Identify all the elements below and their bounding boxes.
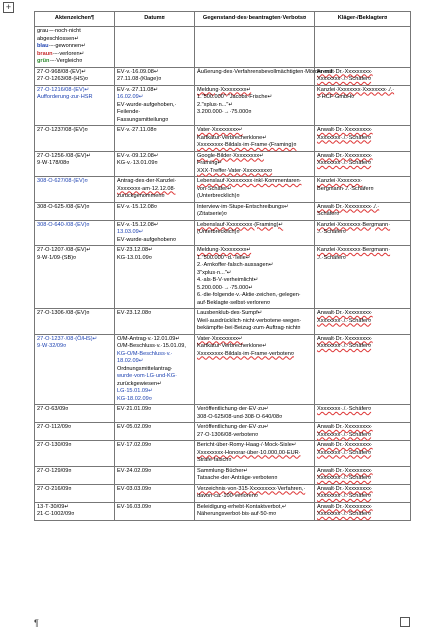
lawsuit-table — [34, 11, 411, 521]
table-header-row — [35, 12, 411, 27]
cell-klaeger-line: Anwalt·Dr.·Xxxxxxxxx· — [317, 424, 373, 430]
cell-gegenstand-line: Näherungsverbot·bis·auf·50·m¤ — [197, 511, 277, 517]
cell-klaeger — [315, 441, 411, 467]
cell-klaeger-line: Anwalt·Dr.·Xxxxxxxxx· — [317, 310, 373, 316]
cell-gegenstand-line: Meldung·Xxxxxxxxx↵ — [197, 247, 252, 253]
cell-klaeger — [315, 202, 411, 220]
cell-datum — [115, 441, 195, 467]
cell-gegenstand — [195, 126, 315, 152]
cell-aktenzeichen-line: 27·O·63/09¤ — [37, 406, 69, 412]
cell-datum-line: O/M-Antrag·v.·12.01.09↵ — [117, 335, 181, 342]
cell-datum-line: Fassungsmitteilung¤ — [117, 116, 169, 123]
cell-gegenstand-line: Verzeichnis·von·315·Xxxxxxxxx·Verfahren,· — [197, 485, 306, 492]
cell-gegenstand-line: Framing↵ — [197, 160, 223, 166]
cell-datum-line: EV·05.02.09¤ — [117, 424, 152, 430]
cell-gegenstand — [195, 441, 315, 467]
cell-gegenstand-line: Strafe·falsch¤ — [197, 457, 232, 463]
cell-klaeger — [315, 309, 411, 335]
cell-gegenstand-line: 308·O·625/08·und·308·O·640/08¤ — [197, 413, 283, 420]
cell-aktenzeichen-line: 27·O·112/09¤ — [37, 424, 72, 430]
cell-gegenstand — [195, 334, 315, 405]
cell-klaeger — [315, 405, 411, 423]
cell-klaeger-line: Xxxxxxxx·./.·Schäfer¤ — [317, 76, 372, 82]
table-row — [35, 85, 411, 126]
table-row — [35, 334, 411, 405]
cell-klaeger-line: Anwalt·Dr.·Xxxxxxxxx·./.· — [317, 203, 380, 210]
cell-klaeger — [315, 67, 411, 85]
cell-klaeger — [315, 466, 411, 484]
cell-klaeger-line: Schäfer¤ — [317, 211, 340, 217]
cell-datum — [115, 246, 195, 309]
cell-klaeger-line: Xxxxxxxx·./.·Schäfer¤ — [317, 160, 372, 166]
cell-klaeger-line: Xxxxxxxx·./.·Schäfer¤ — [317, 475, 372, 481]
cell-gegenstand — [195, 405, 315, 423]
cell-datum — [115, 220, 195, 246]
cell-klaeger-line: Xxxxxxxx·./.·Schäfer¤ — [317, 431, 372, 438]
cell-datum-line: KG·13.01.09¤ — [117, 254, 152, 261]
cell-klaeger-line: Kanzlei·Xxxxxxxx·Xxxxxxxx·./.· — [317, 86, 395, 93]
table-row — [35, 177, 411, 203]
cell-aktenzeichen-line: 9·W·1/09·(SB)¤ — [37, 254, 77, 261]
cell-datum-line: KG·v.·13.01.09¤ — [117, 160, 158, 166]
cell-klaeger-line: Xxxxxxxx·./.·Schäfer¤ — [317, 493, 372, 499]
cell-datum — [115, 126, 195, 152]
cell-aktenzeichen-line: 27·O·1237·/08·(Ö/HS)↵ — [37, 335, 98, 342]
cell-datum-line: EV·wurde·aufgehoben,· — [117, 101, 177, 108]
cell-gegenstand-line: Veröffentlichung·der·EV·zu↵ — [197, 424, 269, 430]
cell-datum-line: Ordnungsmittelantrag· — [117, 365, 173, 372]
legend-line: abgeschlossen↵ — [37, 35, 80, 42]
cell-datum-line: EV·v.·27.11.08¤ — [117, 127, 157, 133]
cell-gegenstand-line: Xxxxxxxxx·Bildals·im·Frame·(Framing)¤ — [197, 142, 297, 148]
cell-datum — [115, 423, 195, 441]
cell-klaeger-line: J·HCF·GmbH¤ — [317, 94, 355, 100]
cell-gegenstand-line: Xxxxxxxxx·Bildals·im·Frame·verboten¤ — [197, 350, 294, 357]
cell-aktenzeichen — [35, 202, 115, 220]
cell-datum-line: 16.02.09↵ — [117, 94, 144, 100]
cell-gegenstand-line: 2.·Arnkoffer·falsch·aussagen↵ — [197, 262, 274, 268]
cell-datum — [115, 67, 195, 85]
cell-datum-line: EV·24.02.09¤ — [117, 467, 152, 474]
cell-datum-line: zurückgewiesen↵ — [117, 380, 162, 387]
cell-datum — [115, 309, 195, 335]
cell-gegenstand-line: Weil·ausdrücklich·nicht·verbotene·wegen· — [197, 317, 302, 324]
cell-aktenzeichen — [35, 220, 115, 246]
cell-gegenstand-line: 5.200.000·→·75.000↵ — [197, 284, 254, 291]
cell-klaeger-line: Bergmann·./.·Schäfer¤ — [317, 185, 374, 192]
cell-aktenzeichen — [35, 67, 115, 85]
cell-datum — [115, 151, 195, 177]
cell-aktenzeichen — [35, 246, 115, 309]
cell-datum-line: O/M-Beschluss·v.·15.01.09, — [117, 343, 186, 349]
cell-klaeger — [315, 423, 411, 441]
cell-datum-line: 18.02.09↵ — [117, 358, 144, 364]
cell-gegenstand-line: 4.·als·B-V·verheimlicht↵ — [197, 277, 259, 283]
cell-gegenstand-line: Meldung·Xxxxxxxxx↵ — [197, 86, 252, 93]
cell-datum-line: EV·v.·15.12.08↵ — [117, 221, 159, 228]
cell-klaeger-line: Anwalt·Dr.·Xxxxxxxxx· — [317, 127, 373, 133]
paragraph-mark: ¶ — [34, 618, 39, 628]
cell-datum-line: EV·21.01.09¤ — [117, 406, 152, 412]
cell-gegenstand — [195, 85, 315, 126]
cell-gegenstand-line: 3"xplus·n..."↵ — [197, 269, 232, 276]
cell-aktenzeichen — [35, 502, 115, 520]
cell-klaeger-line: Anwalt·Dr.·Xxxxxxxxx· — [317, 335, 373, 342]
legend-line: grün·–·Vergleich¤ — [37, 58, 83, 64]
cell-datum-line: Antrag·des·der·Kanzlei· — [117, 178, 177, 184]
cell-datum-line: EV·v.·16.09.08↵ — [117, 68, 159, 75]
cell-gegenstand-line: 27·O·1306/08·verboten¤ — [197, 431, 259, 438]
cell-klaeger-line: Kanzlei·Xxxxxxxx·Bergmann· — [317, 247, 391, 253]
table-row — [35, 309, 411, 335]
cell-aktenzeichen — [35, 126, 115, 152]
cell-gegenstand-line: bekämpfte·bei·Beizug·zum·Auftrag·nicht¤ — [197, 325, 301, 331]
cell-klaeger-line: Anwalt·Dr.·Xxxxxxxxx· — [317, 503, 373, 510]
legend-row — [35, 27, 411, 68]
cell-klaeger-line: Xxxxxxxx·./.·Schäfer¤ — [317, 317, 372, 324]
cell-gegenstand-line: Lebenslauf·Xxxxxxxxx·(Framing)↵ — [197, 221, 284, 228]
table-row — [35, 441, 411, 467]
cell-klaeger-line: Kanzlei·Xxxxxxxx· — [317, 178, 363, 184]
cell-aktenzeichen — [35, 151, 115, 177]
cell-datum-line: EV·v.·27.11.08↵ — [117, 86, 159, 93]
cell-datum-line: KG·18.02.09¤ — [117, 395, 152, 402]
cell-klaeger — [315, 334, 411, 405]
cell-aktenzeichen — [35, 309, 115, 335]
cell-gegenstand-line: Vater·Xxxxxxxxx↵ — [197, 127, 243, 133]
cell-datum-line: Feilende· — [117, 109, 141, 115]
cell-gegenstand-line: Beleidigung·erhebt·Kontaktverbot,↵ — [197, 503, 287, 510]
cell-klaeger-line: Xxxxxxxx·./.·Schäfer¤ — [317, 343, 372, 349]
header-klaeger: Kläger-/Beklagter¤ — [315, 12, 411, 27]
cell-aktenzeichen-line: 308·O·627/08·(EV)¤ — [37, 178, 88, 184]
cell-aktenzeichen-line: 13·T·30/09↵ — [37, 503, 70, 510]
cell-gegenstand — [195, 484, 315, 502]
cell-datum-line: EV·wurde·aufgehoben¤ — [117, 236, 177, 243]
cell-gegenstand-line: 1."500.000"·d.·Teile↵ — [197, 254, 251, 261]
cell-datum-line: KG-O/M-Beschluss·v.· — [117, 350, 173, 357]
cell-datum-line: EV·23.12.08¤ — [117, 310, 152, 316]
cell-gegenstand — [195, 423, 315, 441]
cell-aktenzeichen-line: 27·O·1256·/08·(EV)↵ — [37, 152, 92, 159]
cell-gegenstand — [195, 246, 315, 309]
cell-gegenstand — [195, 177, 315, 203]
cell-gegenstand-line: 2."xplus·n..."↵ — [197, 101, 234, 108]
cell-gegenstand-line: Interview·im·Stupe-Entschreibungs↵ — [197, 203, 289, 210]
cell-datum — [115, 466, 195, 484]
cell-aktenzeichen — [35, 423, 115, 441]
table-move-handle-icon[interactable]: + — [3, 2, 14, 13]
cell-aktenzeichen-line: 27·O·1237/08·(EV)¤ — [37, 127, 88, 133]
table-row — [35, 151, 411, 177]
cell-gegenstand-line: Veröffentlichung·der·EV·zu↵ — [197, 406, 269, 412]
cell-aktenzeichen-line: 27·O·216/09¤ — [37, 485, 72, 492]
cell-datum — [115, 334, 195, 405]
cell-aktenzeichen-line: 9·W·32/09¤ — [37, 343, 67, 349]
cell-klaeger — [315, 177, 411, 203]
cell-datum-line: EV·17.02.09¤ — [117, 442, 152, 448]
cell-gegenstand-line: Kartkatur·Verbrecherklone↵ — [197, 134, 267, 141]
cell-gegenstand-line: XXX·Treffer·Vater·Xxxxxxxxx¤ — [197, 167, 273, 174]
table-row — [35, 202, 411, 220]
cell-datum — [115, 85, 195, 126]
table-row — [35, 423, 411, 441]
cell-datum-line: EV·16.03.09¤ — [117, 503, 152, 510]
table-row — [35, 484, 411, 502]
cell-aktenzeichen — [35, 484, 115, 502]
cell-aktenzeichen-line: 27·O·1216/08·(EV)↵ — [37, 86, 90, 93]
header-gegenstand: Gegenstand·des·beantragten·Verbots¤ — [195, 12, 315, 27]
cell-gegenstand — [195, 220, 315, 246]
cell-aktenzeichen-line: 308·O·640·/08·(EV)¤ — [37, 221, 90, 228]
cell-gegenstand-line: Bericht·über·Romy·Haag·/·Mock-Sisle↵ — [197, 442, 297, 448]
cell-datum-line: EV·23.12.08↵ — [117, 247, 153, 253]
table-row — [35, 405, 411, 423]
cell-aktenzeichen-line: 308·O·625·/08·(EV)¤ — [37, 203, 90, 210]
cell-datum-line: 13.03.09↵ — [117, 229, 144, 235]
cell-klaeger — [315, 126, 411, 152]
cell-gegenstand — [195, 466, 315, 484]
cell-gegenstand-line: von·Schäfer↵ — [197, 185, 232, 192]
cell-aktenzeichen-line: 21·C·1002/09¤ — [37, 511, 75, 517]
cell-klaeger-line: Anwalt·Dr.·Xxxxxxxxx· — [317, 68, 373, 75]
cell-gegenstand — [195, 67, 333, 85]
cell-aktenzeichen-line: 27·O·1306·/08·(EV)¤ — [37, 310, 90, 316]
cell-klaeger-line: Xxxxxxxx·./.·Schäfer¤ — [317, 134, 372, 141]
cell-datum-line: wurde·vom·LG·und·KG· — [117, 373, 177, 379]
cell-aktenzeichen — [35, 441, 115, 467]
cell-datum-line: EV·03.03.09¤ — [117, 485, 152, 492]
cell-aktenzeichen — [35, 405, 115, 423]
cell-datum — [115, 484, 195, 502]
table-row — [35, 502, 411, 520]
cell-datum-line: 27.11.08·(Klage)¤ — [117, 76, 162, 82]
cell-klaeger-line: Xxxxxxxx·./.·Schäfer¤ — [317, 406, 372, 412]
cell-gegenstand — [195, 309, 315, 335]
cell-aktenzeichen — [35, 177, 115, 203]
cell-klaeger-line: Xxxxxxxx·./.·Schäfer¤ — [317, 449, 372, 456]
cell-gegenstand — [195, 502, 315, 520]
cell-gegenstand-line: Vater·Xxxxxxxxx↵ — [197, 335, 243, 342]
cell-datum-line: LG·15.01.09↵ — [117, 388, 153, 394]
cell-aktenzeichen — [35, 466, 115, 484]
cell-datum-line: EV·v.·09.12.08↵ — [117, 152, 159, 159]
cell-klaeger — [315, 484, 411, 502]
legend-line: braun·–·verloren↵ — [37, 50, 85, 57]
cell-aktenzeichen-line: 27·O·129/09¤ — [37, 467, 72, 474]
cell-datum-line: zurückgenommen¤ — [117, 193, 165, 199]
legend-line: blau·–·gewonnen↵ — [37, 43, 86, 49]
cell-gegenstand-line: 6.·die·folgende·v.·Aktie·zeichen,·gelegen· — [197, 292, 301, 298]
table-row — [35, 246, 411, 309]
cell-datum — [115, 177, 195, 203]
cell-aktenzeichen-line: Aufforderung·zur·HSR — [37, 94, 93, 100]
cell-datum — [115, 202, 195, 220]
cell-klaeger — [315, 220, 411, 246]
cell-klaeger-line: Xxxxxxxx·./.·Schäfer¤ — [317, 511, 372, 517]
cell-klaeger-line: Anwalt·Dr.·Xxxxxxxxx· — [317, 152, 373, 159]
cell-gegenstand-line: Lausbenklub·des·Sumpf↵ — [197, 310, 263, 316]
cell-gegenstand-line: Äußerung·des·Verfahrensbevollmächtigten·Mörder·mit — [197, 68, 333, 75]
cell-gegenstand-line: Tatsache·der·Anträge·verboten¤ — [197, 475, 278, 481]
table-row — [35, 126, 411, 152]
cell-gegenstand-line: Xxxxxxxxx·Honorar·über·10.000,00·EUR· — [197, 449, 301, 456]
cell-aktenzeichen-line: 27·O·1207·/08·(EV)↵ — [37, 247, 92, 253]
cell-klaeger-line: ./.·Schäfer¤ — [317, 254, 346, 261]
cell-aktenzeichen — [35, 334, 115, 405]
cell-gegenstand-line: 3.200.000·→·75.000¤ — [197, 109, 252, 115]
table-row — [35, 466, 411, 484]
cell-gegenstand-line: (Unterbrecklich)¤ — [197, 229, 240, 235]
legend-cell — [35, 27, 115, 68]
cell-datum — [115, 405, 195, 423]
cell-gegenstand-line: Google-Bilder·Xxxxxxxxx↵ — [197, 152, 264, 159]
cell-klaeger — [315, 502, 411, 520]
cell-klaeger-line: Anwalt·Dr.·Xxxxxxxxx· — [317, 485, 373, 492]
table-row — [35, 220, 411, 246]
cell-klaeger — [315, 246, 411, 309]
header-datum: Datum¤ — [115, 12, 195, 27]
table-row — [35, 67, 411, 85]
legend-line: grau·–·noch·nicht — [37, 28, 81, 34]
cell-aktenzeichen-line: 27·O·1263/08·(HS)¤ — [37, 76, 88, 82]
cell-klaeger-line: Anwalt·Dr.·Xxxxxxxxx· — [317, 467, 373, 474]
cell-gegenstand-line: Kartkatur·Verbrecherklone↵ — [197, 343, 267, 349]
cell-datum-line: Xxxxxxxx·am·12.12.08· — [117, 185, 176, 192]
cell-klaeger-line: Anwalt·Dr.·Xxxxxxxxx· — [317, 442, 373, 448]
header-aktenzeichen: Aktenzeichen¶ — [35, 12, 115, 27]
cell-datum — [115, 502, 195, 520]
cell-gegenstand-line: (Zitatserie)¤ — [197, 211, 227, 217]
cell-klaeger — [315, 85, 411, 126]
cell-datum-line: EV·v.·15.12.08¤ — [117, 203, 158, 210]
cell-gegenstand-line: Lebenslauf·Xxxxxxxxx·inkl·Kommentaren· — [197, 178, 302, 184]
cell-gegenstand-line: auf·Beklagte·selbst·verloren¤ — [197, 299, 271, 306]
cell-gegenstand — [195, 151, 315, 177]
cell-gegenstand-line: Sammlung·Bücher↵ — [197, 467, 249, 474]
cell-klaeger — [315, 151, 411, 177]
cell-aktenzeichen-line: 27·O·130/09¤ — [37, 442, 72, 448]
cell-aktenzeichen-line: 9·W·178/08¤ — [37, 160, 70, 166]
cell-aktenzeichen — [35, 85, 115, 126]
cell-gegenstand-line: (Unterbrecklich)¤ — [197, 193, 240, 199]
end-of-cell-box — [400, 617, 410, 627]
cell-klaeger-line: Kanzlei·Xxxxxxxx·Bergmann· — [317, 221, 391, 228]
cell-aktenzeichen-line: 27·O·968/08·(EV)↵ — [37, 68, 87, 75]
cell-gegenstand — [195, 202, 315, 220]
cell-gegenstand-line: davon·ca.·100·verloren¤ — [197, 493, 258, 499]
cell-gegenstand-line: 1."500.000"·"Jacobs·Frische↵ — [197, 94, 273, 100]
cell-klaeger-line: ./.·Schäfer¤ — [317, 229, 346, 235]
